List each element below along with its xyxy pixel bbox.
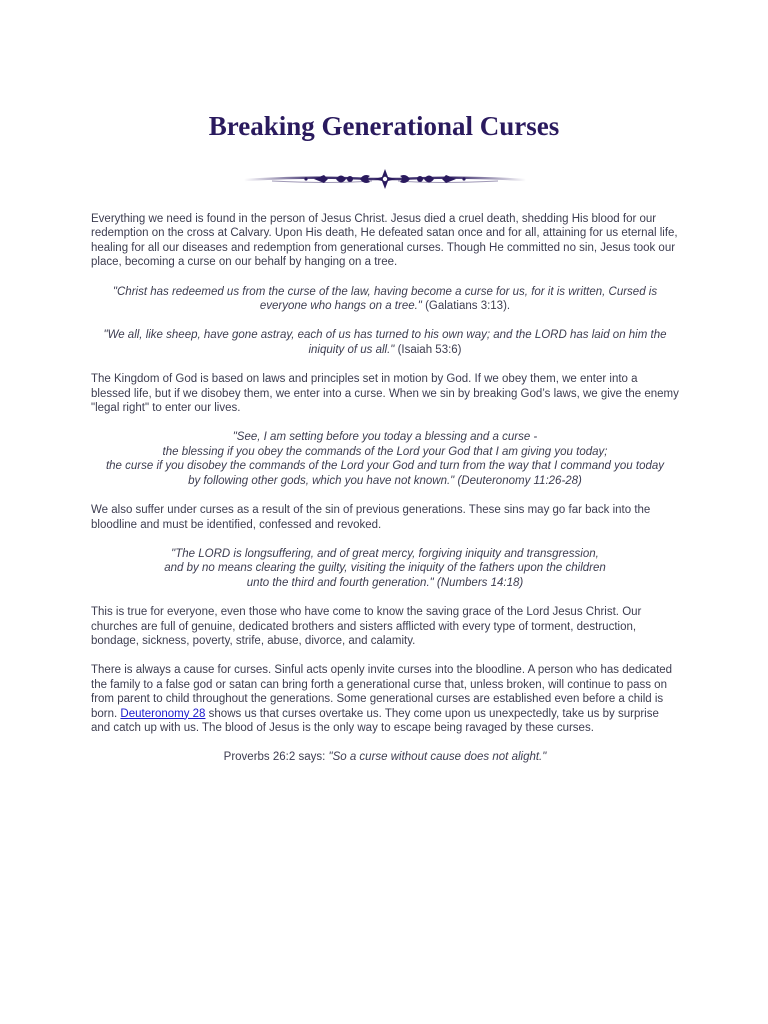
quote-numbers bbox=[91, 547, 679, 590]
paragraph-causes bbox=[91, 663, 679, 735]
quote-reference: (Isaiah 53:6) bbox=[394, 343, 462, 356]
quote-line: the curse if you disobey the commands of the Lord your God and turn from the way that I command you today bbox=[105, 460, 665, 473]
article-body bbox=[91, 212, 679, 780]
quote-line: "See, I am setting before you today a blessing and a curse - bbox=[232, 431, 538, 444]
paragraph-text: shows us that curses overtake us. They come upon us unexpectedly, take us by surprise and catch up with us. The blood of Jesus is the only way to escape being ravaged by these curses. bbox=[91, 707, 659, 734]
closing-quote: "So a curse without cause does not alight." bbox=[328, 751, 547, 764]
flourish-divider-icon bbox=[242, 166, 528, 192]
paragraph-text: There is always a cause for curses. Sinful acts openly invite curses into the bloodline. A person who has dedicated the family to a false god or satan can bring forth a generational curse that, unless broken, will continue to pass on from parent to child throughout the generations. Some generational curses are established even before a child is born. bbox=[91, 664, 673, 720]
quote-galatians bbox=[91, 285, 679, 314]
page-title: Breaking Generational Curses bbox=[208, 111, 560, 141]
quote-text: "Christ has redeemed us from the curse of the law, having become a curse for us, for it is written, Cursed is everyone who hangs on a tree." bbox=[112, 285, 658, 313]
quote-line: by following other gods, which you have not known." (Deuteronomy 11:26-28) bbox=[188, 474, 582, 487]
paragraph-intro: Everything we need is found in the person of Jesus Christ. Jesus died a cruel death, shedding His blood for our redemption on the cross at Calvary. Upon His death, He defeated satan once and for all, attaining for us eternal life, healing for all our diseases and redemption from generational curses. Though He committed no sin, Jesus took our place, becoming a curse on our behalf by hanging on a tree. bbox=[91, 213, 678, 269]
paragraph-kingdom: The Kingdom of God is based on laws and principles set in motion by God. If we obey them, we enter into a blessed life, but if we disobey them, we enter into a curse. When we sin by breaking God’s laws, we give the enemy "legal right" to enter our lives. bbox=[91, 373, 679, 415]
closing-proverbs bbox=[91, 750, 679, 764]
quote-line: unto the third and fourth generation." (Numbers 14:18) bbox=[246, 576, 524, 589]
quote-reference: (Galatians 3:13). bbox=[421, 300, 511, 313]
quote-line: the blessing if you obey the commands of the Lord your God that I am giving you today; bbox=[162, 445, 608, 458]
quote-text: "We all, like sheep, have gone astray, each of us has turned to his own way; and the LORD has laid on him the iniquity of us all." bbox=[103, 329, 667, 356]
quote-isaiah bbox=[91, 328, 679, 357]
quote-deuteronomy bbox=[91, 430, 679, 488]
quote-line: and by no means clearing the guilty, visiting the iniquity of the fathers upon the children bbox=[164, 562, 606, 575]
deuteronomy-28-link[interactable]: Deuteronomy 28 bbox=[120, 707, 206, 720]
quote-line: "The LORD is longsuffering, and of great mercy, forgiving iniquity and transgression, bbox=[171, 547, 599, 560]
paragraph-everyone: This is true for everyone, even those who have come to know the saving grace of the Lord Jesus Christ. Our churches are full of genuine, dedicated brothers and sisters afflicted with every type of torment, destruction, bondage, sickness, poverty, strife, abuse, divorce, and calamity. bbox=[91, 606, 642, 647]
paragraph-previous-generations: We also suffer under curses as a result of the sin of previous generations. These sins may go far back into the bloodline and must be identified, confessed and revoked. bbox=[91, 504, 651, 531]
closing-lead: Proverbs 26:2 says: bbox=[223, 751, 329, 764]
